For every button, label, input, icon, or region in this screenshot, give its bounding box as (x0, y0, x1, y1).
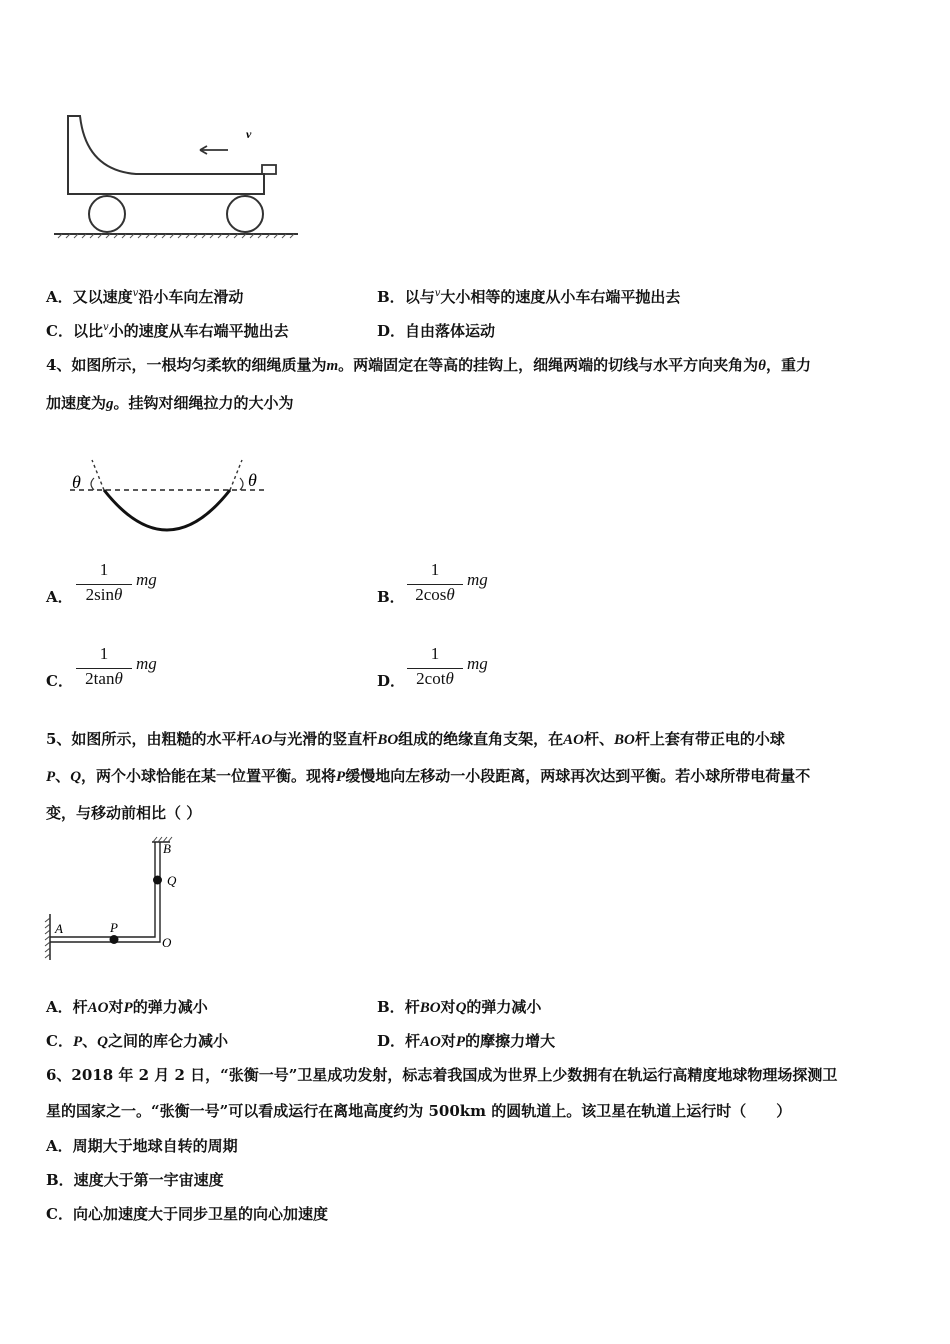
label-b: B (163, 841, 171, 856)
q6-stem-line2: 星的国家之一。“张衡一号”可以看成运行在离地高度约为 500km 的圆轨道上。该卫星在轨道上运行时（ ） (46, 1102, 792, 1120)
label-q: Q (167, 873, 177, 888)
cart-figure (50, 110, 302, 242)
q6-stem-line1: 6、2018 年 2 月 2 日，“张衡一号”卫星成功发射，标志着我国成为世界上少数拥有在轨运行高精度地球物理场探测卫 (46, 1066, 838, 1084)
bracket-figure (40, 836, 200, 966)
ball-p (110, 935, 119, 944)
q5-option-c[interactable]: C．P、Q之间的库仑力减小 (46, 1032, 228, 1050)
q5-option-a[interactable]: A．杆AO对P的弹力减小 (46, 998, 208, 1016)
angle-label-right: θ (248, 470, 257, 490)
q5-stem-line2: P、Q，两个小球恰能在某一位置平衡。现将P缓慢地向左移动一小段距离，两球再次达到平衡。若小球所带电荷量不 (46, 767, 811, 785)
q3-option-a[interactable]: A．又以速度$^v$沿小车向左滑动 (46, 288, 244, 306)
q6-option-a[interactable]: A．周期大于地球自转的周期 (46, 1137, 238, 1155)
ball-q (153, 876, 162, 885)
label-p: P (110, 920, 118, 935)
angle-label-left: θ (72, 472, 81, 492)
q4-option-c-letter[interactable]: C． (46, 672, 73, 690)
q4-stem-line2: 加速度为g。挂钩对细绳拉力的大小为 (46, 394, 294, 412)
label-o: O (162, 935, 172, 950)
q5-option-d[interactable]: D．杆AO对P的摩擦力增大 (377, 1032, 556, 1050)
q3-option-c[interactable]: C．以比$^v$小的速度从车右端平抛出去 (46, 322, 289, 340)
q4-option-d-letter[interactable]: D． (377, 672, 406, 690)
rope-figure (64, 450, 274, 540)
q4-option-a-letter[interactable]: A． (46, 588, 73, 606)
q3-option-b[interactable]: B．以与$^v$大小相等的速度从小车右端平抛出去 (377, 288, 681, 306)
q3-option-d[interactable]: D．自由落体运动 (377, 322, 496, 340)
q4-stem-line1: 4、如图所示，一根均匀柔软的细绳质量为m。两端固定在等高的挂钩上，细绳两端的切线与水平方向夹角为θ，重力 (46, 356, 811, 374)
q4-option-b-letter[interactable]: B． (377, 588, 405, 606)
q6-option-b[interactable]: B．速度大于第一宇宙速度 (46, 1171, 224, 1189)
label-a: A (55, 921, 63, 936)
q5-option-b[interactable]: B．杆BO对Q的弹力减小 (377, 998, 542, 1016)
q5-stem-line1: 5、如图所示，由粗糙的水平杆AO与光滑的竖直杆BO组成的绝缘直角支架，在AO杆、BO杆上套有带正电的小球 (46, 730, 785, 748)
q6-option-c[interactable]: C．向心加速度大于同步卫星的向心加速度 (46, 1205, 328, 1223)
velocity-label: v (246, 127, 252, 141)
q5-stem-line3: 变，与移动前相比（ ） (46, 804, 202, 822)
